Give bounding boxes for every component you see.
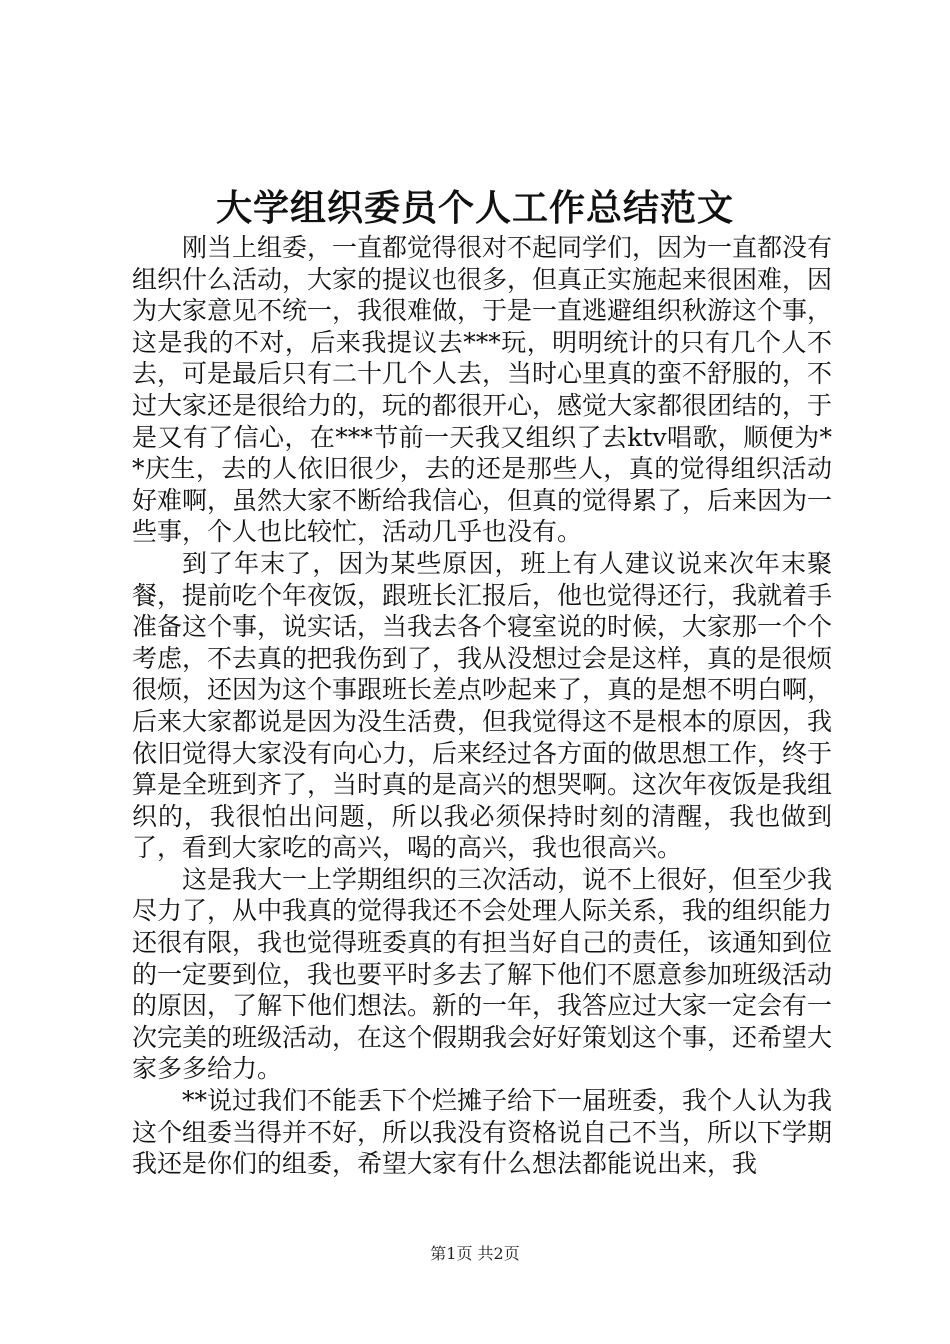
document-body [132,232,832,1180]
paragraph-4: **说过我们不能丢下个烂摊子给下一届班委，我个人认为我这个组委当得并不好，所以我没有资格说自己不当，所以下学期我还是你们的组委，希望大家有什么想法都能说出来，我 [132,1086,833,1179]
document-title: 大学组织委员个人工作总结范文 [215,187,734,229]
paragraph-1: 刚当上组委，一直都觉得很对不起同学们，因为一直都没有组织什么活动，大家的提议也很多，但真正实施起来很困难，因为大家意见不统一，我很难做，于是一直逃避组织秋游这个事，这是我的不对，后来我提议去***玩，明明统计的只有几个人不去，可是最后只有二十几个人去，当时心里真的蛮不舒服的，不过大家还是很给力的，玩的都很开心，感觉大家都很团结的，于是又有了信心，在***节前一天我又组织了去ktv唱歌，顺便为**庆生，去的人依旧很少，去的还是那些人，真的觉得组织活动好难啊，虽然大家不断给我信心，但真的觉得累了，后来因为一些事，个人也比较忙，活动几乎也没有。 [132,233,833,547]
paragraph-3: 这是我大一上学期组织的三次活动，说不上很好，但至少我尽力了，从中我真的觉得我还不会处理人际关系，我的组织能力还很有限，我也觉得班委真的有担当好自己的责任，该通知到位的一定要到位，我也要平时多去了解下他们不愿意参加班级活动的原因，了解下他们想法。新的一年，我答应过大家一定会有一次完美的班级活动，在这个假期我会好好策划这个事，还希望大家多多给力。 [132,864,833,1084]
paragraph-2: 到了年末了，因为某些原因，班上有人建议说来次年末聚餐，提前吃个年夜饭，跟班长汇报后，他也觉得还行，我就着手准备这个事，说实话，当我去各个寝室说的时候，大家那一个个考虑，不去真的把我伤到了，我从没想过会是这样，真的是很烦很烦，还因为这个事跟班长差点吵起来了，真的是想不明白啊，后来大家都说是因为没生活费，但我觉得这不是根本的原因，我依旧觉得大家没有向心力，后来经过各方面的做思想工作，终于算是全班到齐了，当时真的是高兴的想哭啊。这次年夜饭是我组织的，我很怕出问题，所以我必须保持时刻的清醒，我也做到了，看到大家吃的高兴，喝的高兴，我也很高兴。 [132,548,833,863]
page-number-footer: 第1页 共2页 [430,1244,520,1263]
